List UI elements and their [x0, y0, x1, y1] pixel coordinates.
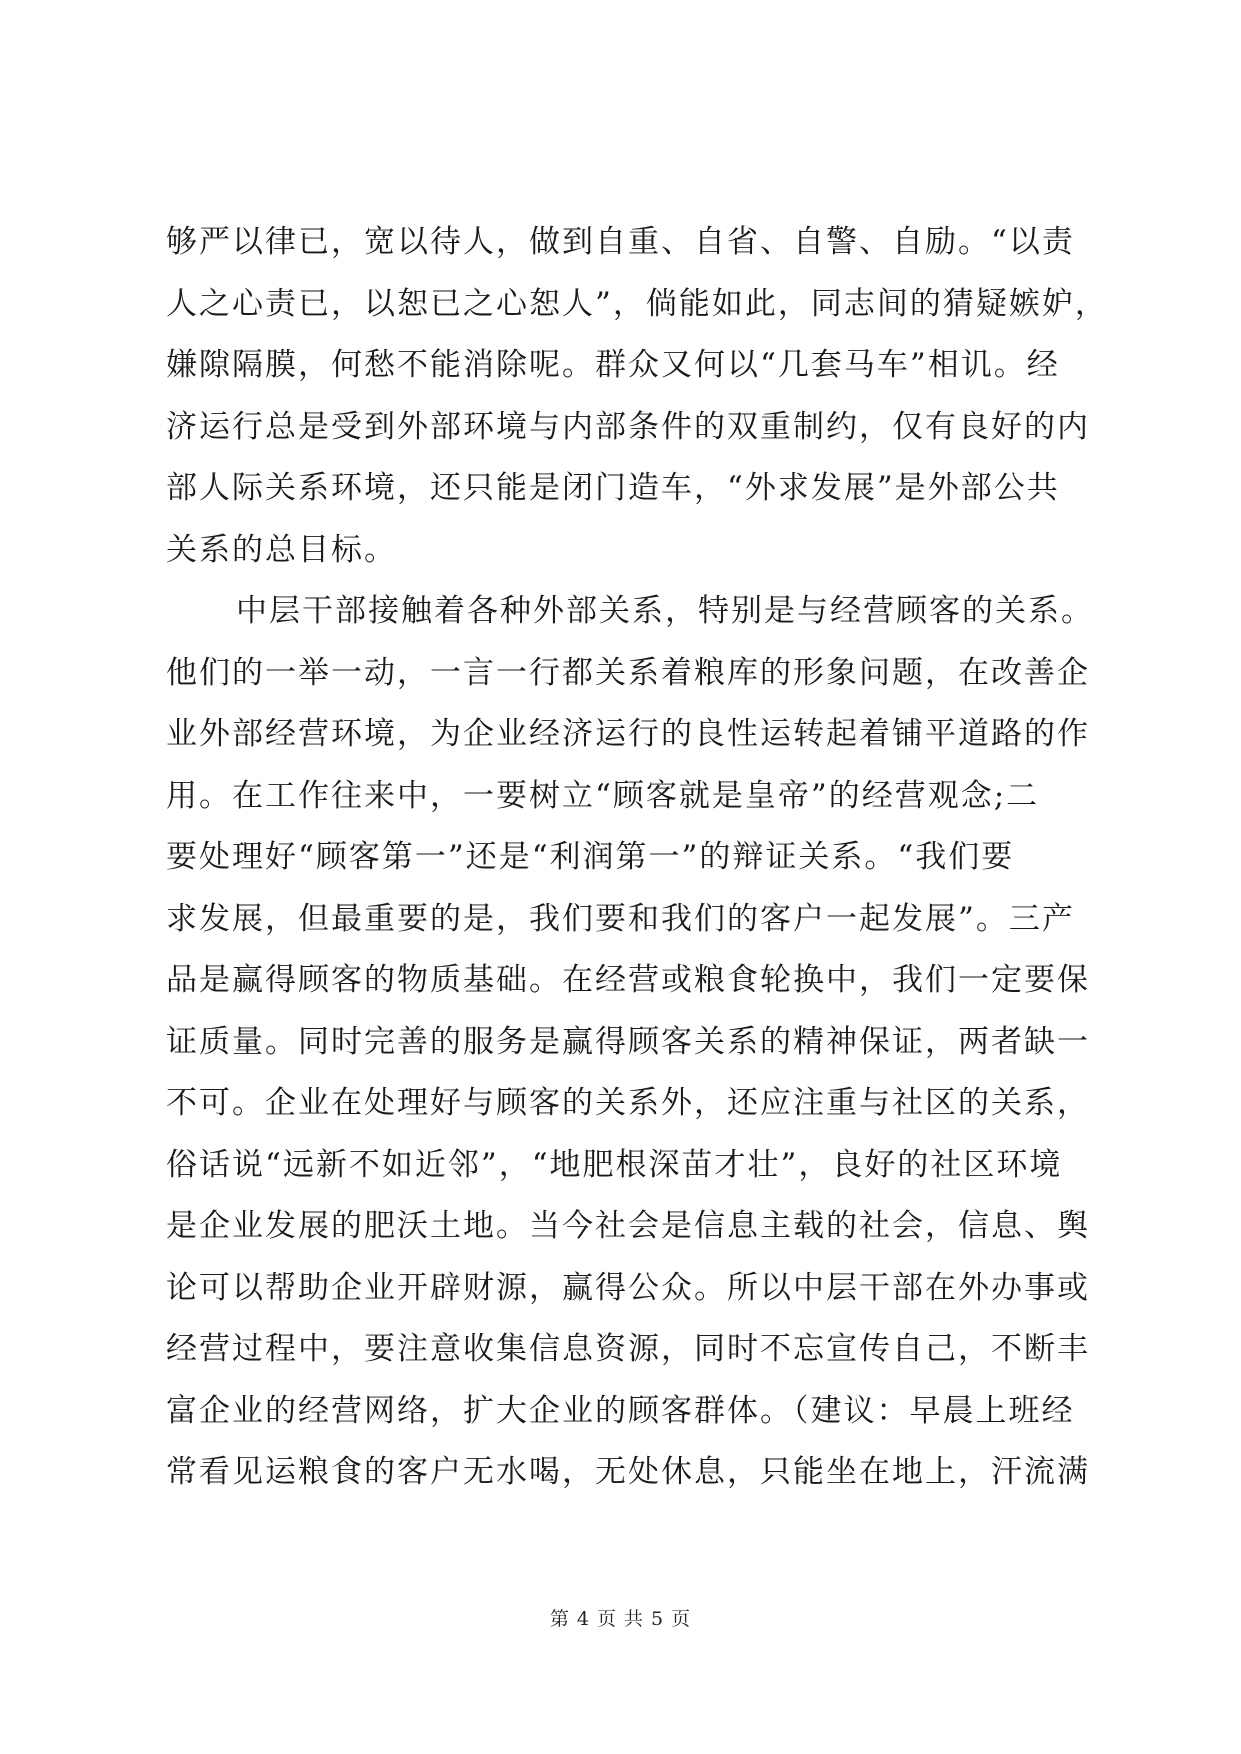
page-number-footer: 第 4 页 共 5 页	[549, 1608, 692, 1630]
text-line: 证质量。同时完善的服务是赢得顾客关系的精神保证，两者缺一	[166, 1023, 1090, 1060]
text-line: 论可以帮助企业开辟财源，赢得公众。所以中层干部在外办事或	[166, 1269, 1090, 1306]
text-line: 业外部经营环境，为企业经济运行的良性运转起着铺平道路的作	[166, 716, 1090, 752]
text-line: 常看见运粮食的客户无水喝，无处休息，只能坐在地上，汗流满	[166, 1454, 1090, 1490]
paragraph-start-line: 中层干部接触着各种外部关系，特别是与经营顾客的关系。	[236, 593, 1094, 629]
text-line: 够严以律已，宽以待人，做到自重、自省、自警、自励。“以责	[166, 224, 1075, 260]
text-line: 经营过程中，要注意收集信息资源，同时不忘宣传自己，不断丰	[166, 1331, 1090, 1367]
text-line: 人之心责已，以恕已之心恕人”，倘能如此，同志间的猜疑嫉妒，	[166, 285, 1108, 322]
text-line: 求发展，但最重要的是，我们要和我们的客户一起发展”。三产	[166, 900, 1075, 937]
text-line: 俗话说“远新不如近邻”，“地肥根深苗才壮”，良好的社区环境	[166, 1146, 1063, 1183]
text-line: 不可。企业在处理好与顾客的关系外，还应注重与社区的关系，	[166, 1085, 1090, 1121]
text-line: 富企业的经营网络，扩大企业的顾客群体。（建议：早晨上班经	[166, 1392, 1075, 1429]
text-line: 用。在工作往来中，一要树立“顾客就是皇帝”的经营观念;二	[166, 777, 1040, 814]
text-line: 品是赢得顾客的物质基础。在经营或粮食轮换中，我们一定要保	[166, 962, 1090, 998]
text-line: 他们的一举一动，一言一行都关系着粮库的形象问题，在改善企	[166, 654, 1090, 691]
text-line: 要处理好“顾客第一”还是“利润第一”的辩证关系。“我们要	[166, 839, 1015, 875]
text-line: 部人际关系环境，还只能是闭门造车，“外求发展”是外部公共	[166, 470, 1060, 506]
text-line: 是企业发展的肥沃土地。当今社会是信息主载的社会，信息、舆	[166, 1208, 1090, 1244]
text-line: 关系的总目标。	[166, 531, 397, 568]
text-line: 嫌隙隔膜，何愁不能消除呢。群众又何以“几套马车”相讥。经	[166, 347, 1060, 383]
body-text	[166, 212, 1108, 1504]
text-line: 济运行总是受到外部环境与内部条件的双重制约，仅有良好的内	[166, 408, 1090, 445]
